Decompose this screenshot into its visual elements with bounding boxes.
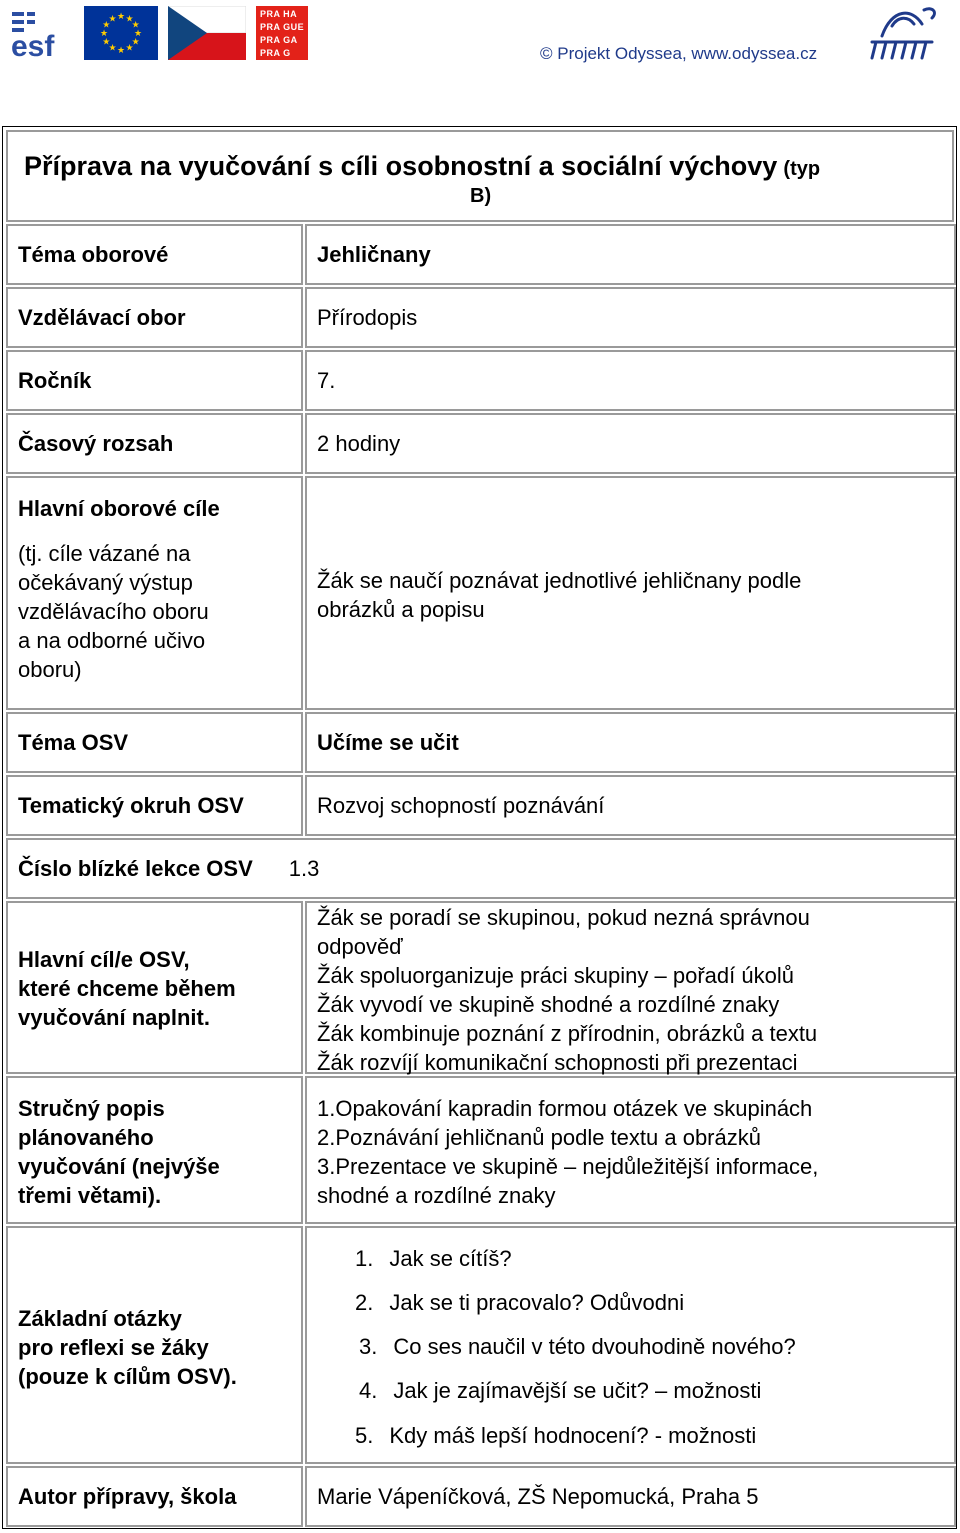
value-hlavni-cile-line: obrázků a popisu — [317, 597, 485, 622]
praha-logo — [256, 6, 308, 60]
label-strucny-popis-line: plánovaného — [18, 1125, 154, 1150]
eu-star-icon: ★ — [102, 36, 111, 47]
label-hlavni-cile-line: očekávaný výstup — [18, 570, 193, 595]
question-text: Jak se cítíš? — [389, 1246, 512, 1271]
row-cislo-lekce — [6, 838, 956, 899]
form-title: Příprava na vyučování s cíli osobnostní a sociální výchovy — [24, 151, 778, 181]
value-hlavni-cil-osv-line: Žák kombinuje poznání z přírodnin, obrázků a textu — [317, 1021, 818, 1046]
label-hlavni-cile — [6, 476, 303, 710]
eu-flag-icon — [84, 6, 158, 60]
label-tema-osv: Téma OSV — [6, 712, 303, 773]
question-item — [355, 1288, 684, 1317]
label-strucny-popis-line: třemi větami). — [18, 1183, 162, 1208]
value-strucny-popis-line: 1.Opakování kapradin formou otázek ve skupinách — [317, 1096, 813, 1121]
value-hlavni-cil-osv-line: Žák se poradí se skupinou, pokud nezná správnou — [317, 905, 810, 930]
label-hlavni-cil-osv — [6, 901, 303, 1074]
czech-flag-icon — [168, 6, 246, 60]
value-vzdelavaci-obor: Přírodopis — [305, 287, 956, 348]
value-hlavni-cile-line: Žák se naučí poznávat jednotlivé jehličnany podle — [317, 568, 802, 593]
question-item — [359, 1376, 761, 1405]
label-strucny-popis-line: vyučování (nejvýše — [18, 1154, 220, 1179]
value-strucny-popis — [305, 1076, 956, 1224]
question-number: 5. — [355, 1423, 374, 1448]
label-strucny-popis — [6, 1076, 303, 1224]
label-hlavni-cil-osv-line: které chceme během — [18, 976, 236, 1001]
question-item — [355, 1421, 756, 1450]
value-hlavni-cile — [305, 476, 956, 710]
label-casovy-rozsah: Časový rozsah — [6, 413, 303, 474]
odyssea-logo — [862, 2, 942, 64]
label-strucny-popis-line: Stručný popis — [18, 1096, 165, 1121]
question-number: 1. — [355, 1246, 374, 1271]
copyright-text: © Projekt Odyssea, www.odyssea.cz — [540, 44, 818, 63]
praha-logo-line: PRA GUE — [260, 22, 305, 32]
esf-logo — [10, 6, 76, 60]
label-otazky-line: pro reflexi se žáky — [18, 1335, 209, 1360]
eu-star-icon: ★ — [108, 42, 117, 53]
value-tematicky-okruh: Rozvoj schopností poznávání — [305, 775, 956, 836]
question-number: 4. — [359, 1378, 378, 1403]
eu-star-icon: ★ — [108, 13, 117, 24]
praha-logo-line: PRA HA — [260, 9, 298, 19]
eu-star-icon: ★ — [116, 45, 126, 55]
value-cislo-lekce: 1.3 — [288, 856, 320, 881]
label-tematicky-okruh: Tematický okruh OSV — [6, 775, 303, 836]
value-hlavni-cil-osv-line: Žák spoluorganizuje práci skupiny – pořadí úkolů — [317, 963, 794, 988]
praha-logo-line: PRA G — [260, 48, 291, 58]
eu-star-icon: ★ — [133, 28, 143, 38]
question-text: Jak je zajímavější se učit? – možnosti — [393, 1378, 762, 1403]
eu-star-icon: ★ — [131, 19, 140, 30]
question-text: Co ses naučil v této dvouhodině nového? — [393, 1334, 796, 1359]
label-hlavni-cile-line: oboru) — [18, 657, 82, 682]
label-otazky-line: Základní otázky — [18, 1306, 182, 1331]
label-vzdelavaci-obor: Vzdělávací obor — [6, 287, 303, 348]
label-hlavni-cile-line: (tj. cíle vázané na — [18, 541, 191, 566]
value-hlavni-cil-osv-line: Žák rozvíjí komunikační schopnosti při prezentaci — [317, 1050, 798, 1075]
label-hlavni-cil-osv-line: vyučování naplnit. — [18, 1005, 210, 1030]
form-title-suffix-2: B) — [470, 185, 492, 207]
value-strucny-popis-line: 3.Prezentace ve skupině – nejdůležitější informace, — [317, 1154, 819, 1179]
value-strucny-popis-line: 2.Poznávání jehličnanů podle textu a obrázků — [317, 1125, 761, 1150]
form-title-suffix: (typ — [783, 158, 821, 180]
label-hlavni-cile-line: a na odborné učivo — [18, 628, 206, 653]
label-tema-oborove: Téma oborové — [6, 224, 303, 285]
eu-star-icon: ★ — [99, 28, 109, 38]
eu-star-icon: ★ — [125, 13, 134, 24]
value-hlavni-cil-osv-line: odpověď — [317, 934, 403, 959]
label-otazky — [6, 1226, 303, 1464]
value-otazky — [305, 1226, 956, 1464]
label-otazky-line: (pouze k cílům OSV). — [18, 1364, 237, 1389]
question-item — [359, 1332, 796, 1361]
label-hlavni-cile-title: Hlavní oborové cíle — [18, 496, 220, 521]
praha-logo-line: PRA GA — [260, 35, 298, 45]
value-rocnik: 7. — [305, 350, 956, 411]
esf-logo-text: esf — [11, 30, 55, 60]
label-autor: Autor přípravy, škola — [6, 1466, 303, 1527]
question-item — [355, 1244, 512, 1273]
eu-star-icon: ★ — [116, 11, 126, 21]
value-casovy-rozsah: 2 hodiny — [305, 413, 956, 474]
label-cislo-lekce: Číslo blízké lekce OSV — [18, 856, 253, 881]
eu-star-icon: ★ — [131, 36, 140, 47]
value-tema-oborove: Jehličnany — [305, 224, 956, 285]
eu-star-icon: ★ — [125, 42, 134, 53]
value-tema-osv: Učíme se učit — [305, 712, 956, 773]
value-strucny-popis-line: shodné a rozdílné znaky — [317, 1183, 556, 1208]
question-text: Kdy máš lepší hodnocení? - možnosti — [389, 1423, 757, 1448]
label-rocnik: Ročník — [6, 350, 303, 411]
value-hlavni-cil-osv — [305, 901, 956, 1074]
label-hlavni-cil-osv-line: Hlavní cíl/e OSV, — [18, 947, 190, 972]
question-number: 2. — [355, 1290, 374, 1315]
title-cell — [6, 130, 954, 222]
question-text: Jak se ti pracovalo? Odůvodni — [389, 1290, 685, 1315]
value-hlavni-cil-osv-line: Žák vyvodí ve skupině shodné a rozdílné znaky — [317, 992, 780, 1017]
value-autor: Marie Vápeníčková, ZŠ Nepomucká, Praha 5 — [305, 1466, 956, 1527]
eu-star-icon: ★ — [102, 19, 111, 30]
question-number: 3. — [359, 1334, 378, 1359]
label-hlavni-cile-line: vzdělávacího oboru — [18, 599, 209, 624]
